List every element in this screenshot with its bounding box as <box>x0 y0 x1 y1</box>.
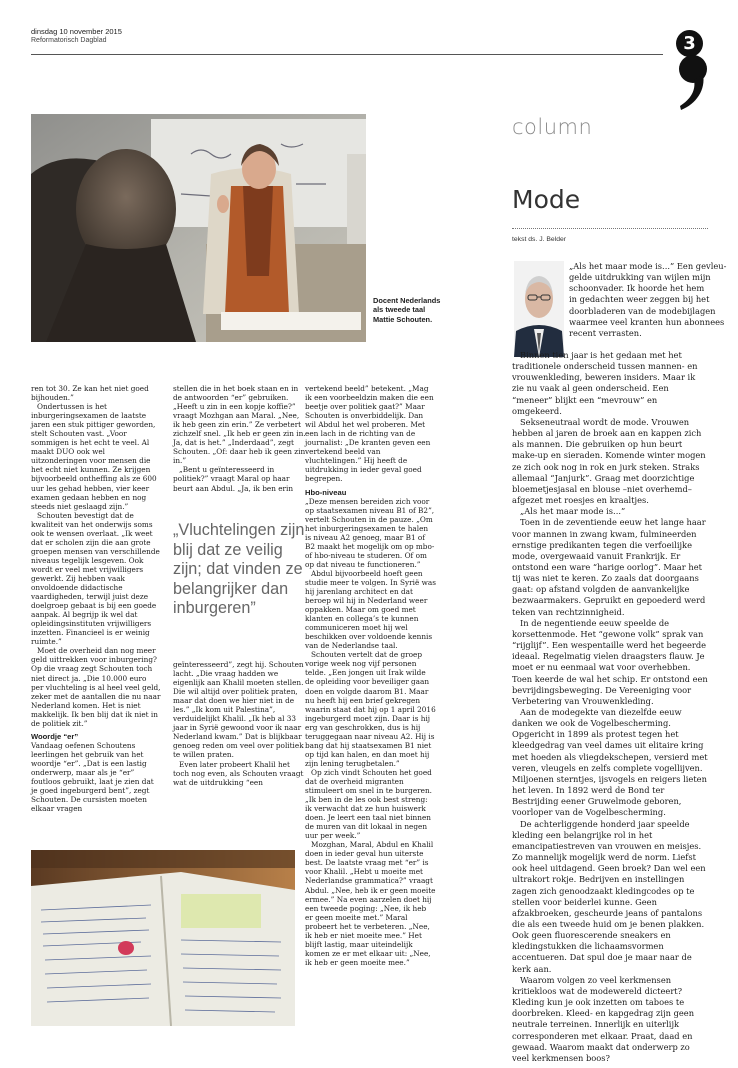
paragraph: Binnen tien jaar is het gedaan met het traditionele onderscheid tussen mannen- en vrouwenkleding, beweren insiders. Maar ik zie nu vaak al geen onderscheid. Een “meneer” blijkt een “mevrouw” en omgekeerd. <box>512 350 698 416</box>
workbook-photo <box>31 850 295 1026</box>
paragraph: ren tot 30. Ze kan het niet goed bijhouden.” <box>31 384 149 403</box>
classroom-photo <box>31 114 366 342</box>
comma-logo-icon <box>676 52 710 112</box>
subheading: Hbo-niveau <box>305 487 347 497</box>
intro-line: recent verrasten. <box>569 327 642 338</box>
paragraph: Ondertussen is het inburgeringsexamen de laatste jaren een stuk pittiger geworden, stelt Schouten vast. „Voor sommigen is het echt te veel. Al maakt DUO ook wel uitzonderingen voor mensen die het echt niet kunnen. Ze krijgen bijvoorbeeld ontheffing als ze 600 uur les gehad hebben, vier keer examen gedaan hebben en nog steeds niet geslaagd zijn.” <box>31 402 157 511</box>
paragraph: „Bent u geïnteresseerd in politiek?” vraagt Maral op haar beurt aan Abdul. „Ja, ik ben erin <box>173 465 294 493</box>
photo-caption: Docent Nederlands als tweede taal Mattie Schouten. <box>373 296 441 324</box>
intro-line: „Als het maar mode is...” Een gevleu- <box>569 261 727 271</box>
paragraph: Even later probeert Khalil het toch nog even, als Schouten vraagt wat de uitdrukking “een <box>173 759 304 787</box>
paragraph: Mozghan, Maral, Abdul en Khalil doen in ieder geval hun uiterste best. De laatste vraag met “er” is voor Khalil. „Hebt u moeite met Nederlandse grammatica?” vraagt Abdul. „Nee, heb ik er geen moeite ermee.” Na even aarzelen doet hij een tweede poging: „Nee, ik heb er geen moeite met.” Maral probeert het te verbeteren. „Nee, ik heb er niet moeite mee.” Het blijft lastig, maar uiteindelijk komen ze er met elkaar uit: „Nee, ik heb er geen moeite mee.” <box>305 840 436 967</box>
intro-line: waarmee veel kranten hun abonnees <box>569 316 725 327</box>
column-intro-wrap <box>569 261 727 339</box>
paragraph: „Deze mensen bereiden zich voor op staatsexamen niveau B1 of B2”, vertelt Schouten in de pauze. „Om het inburgeringsexamen te halen is niveau A2 genoeg, maar B1 of B2 maakt het mogelijk om op mbo- of hbo-niveau te studeren. Of om op dat niveau te functioneren.” <box>305 496 435 569</box>
paragraph: Op zich vindt Schouten het goed dat de overheid migranten stimuleert om snel in te burgeren. „Ik ben in de les ook best streng: ik verwacht dat ze hun huiswerk doen. Je leert een taal niet binnen de muren van dit lokaal in negen uur per week.” <box>305 767 432 841</box>
paragraph: „Als het maar mode is...” <box>520 506 626 517</box>
intro-line: schoonvader. Ik hoorde het hem <box>569 283 705 294</box>
paragraph: Abdul bijvoorbeeld hoeft geen studie meer te volgen. In Syrië was hij jarenlang architect en dat beroep wil hij in Nederland weer oppakken. Maar om goed met klanten en collega’s te kunnen communiceren moet hij wel beschikken over voldoende kennis van de Nederlandse taal. <box>305 568 436 651</box>
masthead-date: dinsdag 10 november 2015 <box>31 27 122 36</box>
column-section-label: column <box>512 115 593 139</box>
paragraph: Waarom volgen zo veel kerkmensen kritiekloos wat de modewereld dicteert? Kleding kun je ook inzetten om taboes te doorbreken. Kleed- en kapgedrag zijn geen neutrale terreinen. Innerlijk en uiterlijk corresponderen met elkaar. Praat, daad en gewaad. Waarom maakt dat onderwerp zo veel kerkmensen boos? <box>512 974 695 1063</box>
paragraph: Moet de overheid dan nog meer geld uittrekken voor inburgering? Op die vraag zegt Schouten toch niet direct ja. „Die 10.000 euro per vluchteling is al heel veel geld, zeker met de aantallen die nu naar Nederland komen. Het is niet makkelijk. Ik ben blij dat ik niet in de politiek zit.” <box>31 646 161 728</box>
pull-quote: „Vluchtelingen zijn blij dat ze veilig zijn; dat vinden ze belangrijker dan inburgeren” <box>173 521 305 618</box>
paragraph: De achterliggende honderd jaar speelde kleding een belangrijke rol in het emancipatiestreven van vrouwen en meisjes. Zo mannelijk mogelijk werd de norm. Liefst ook heel uitdagend. Geen broek? Dan wel een ultrakort rokje. Bedrijven en instellingen zagen zich genoodzaakt kledingcodes op te stellen voor beiderlei kunne. Geen afzakbroeken, gescheurde jeans of pantalons die als een tweede huid om je benen plakken. Ook geen fluorescerende sneakers en kledingstukken die lichaamsvormen accentueren. Dat spul doe je maar naar de kerk aan. <box>512 818 706 974</box>
header-rule <box>31 54 663 55</box>
dotted-rule <box>512 228 708 229</box>
paragraph: Vandaag oefenen Schoutens leerlingen het gebruik van het woordje “er”. „Dat is een lastig onderwerp, maar als je “er” foutloos gebruikt, laat je zien dat je goed ingeburgerd bent”, zegt Schouten. De cursisten moeten elkaar vragen <box>31 740 154 814</box>
article-column-1 <box>31 384 161 813</box>
column-title: Mode <box>512 185 581 214</box>
article-column-3 <box>305 384 436 967</box>
paragraph: vertekend beeld” betekent. „Mag ik een voorbeeldzin maken die een beetje over politiek gaat?” Maar Schouten is onverbiddelijk. Dan wil Abdul het wel proberen. Met een lach in de richting van de journalist: „De kranten geven een vertekend beeld van vluchtelingen.” Hij heeft de uitdrukking in ieder geval goed begrepen. <box>305 384 434 484</box>
intro-line: in gedachten weer zeggen bij het <box>569 294 710 305</box>
paragraph: Aan de modegekte van diezelfde eeuw danken we ook de Vogelbescherming. Opgericht in 1899 als protest tegen het kleedgedrag van veel dames uit elitaire kring met hoeden als vliegdekschepen, versierd met veren, vleugels en zelfs complete vogellijven. Miljoenen sterntjes, ijsvogels en reigers lieten het leven. In 1892 werd de Bond ter Bestrijding eener Gruwelmode geboren, voorloper van de Vogelbescherming. <box>512 707 708 818</box>
masthead-paper-name: Reformatorisch Dagblad <box>31 37 107 44</box>
article-column-2-bottom <box>173 660 307 787</box>
paragraph: Schouten vertelt dat de groep vorige week nog vijf personen telde. „Een jongen uit Irak wilde de opleiding voor beveiliger gaan doen en volgde daarom B1. Maar nu heeft hij een brief gekregen waarin staat dat hij op 1 april 2016 ingeburgerd moet zijn. Daar is hij erg van geschrokken, dus is hij teruggegaan naar niveau A2. Hij is bang dat hij staatsexamen B1 niet op tijd kan halen, en dan moet hij zijn lening terugbetalen.” <box>305 650 436 768</box>
intro-line: doorbladeren van de modebijlagen <box>569 305 716 316</box>
column-body <box>512 350 709 1064</box>
author-portrait <box>514 261 564 357</box>
paragraph: Sekseneutraal wordt de mode. Vrouwen hebben al jaren de broek aan en kappen zich als mannen. Die gebruiken op hun beurt make-up en sieraden. Komende winter mogen ze zich ook nog in rok en jurk steken. Straks allemaal “Janjurk”. Graag met doorzichtige bloemetjesjasal en blouse –niet overhemd– afgezet met roesjes en kraaltjes. <box>512 416 706 506</box>
page-number: 3 <box>676 30 703 57</box>
paragraph: In de negentiende eeuw speelde de korsettenmode. Het “gewone volk” sprak van “rijglijf”. Een wespentaille werd het begeerde ideaal. Regelmatig vielen draagsters flauw. Je moet er nu eenmaal wat voor overhebben. Toen keerde de wal het schip. Er ontstond een bevrijdingsbeweging. De Vereeniging voor Verbetering van Vrouwenkleding. <box>512 617 708 706</box>
paragraph: Toen in de zeventiende eeuw het lange haar voor mannen in zwang kwam, fulmineerden ernstige predikanten tegen die verfoeilijke mode, overgewaaid vanuit Frankrijk. Er ontstond een ware “harige oorlog”. Maar het tij was niet te keren. Zo zaals dat doorgaans gaat: op afstand volgden de aanvankelijke bezwaarmakers. Gepruikt en gepoederd werd teken van rechtzinnigheid. <box>512 517 706 617</box>
paragraph: geïnteresseerd”, zegt hij. Schouten lacht. „Die vraag hadden we eigenlijk aan Khalil moeten stellen. Die wil altijd over politiek praten, maar dat doen we hier niet in de les.” „Ik kom uit Palestina”, verduidelijkt Khalil. „Ik heb al 33 jaar in Syrië gewoond voor ik naar Nederland kwam.” Dat is blijkbaar genoeg reden om veel over politiek te willen praten. <box>173 660 304 760</box>
byline: tekst ds. J. Belder <box>512 236 567 243</box>
intro-line: gelde uitdrukking van wijlen mijn <box>569 272 711 283</box>
subheading: Woordje “er” <box>31 731 79 741</box>
paragraph: Schouten bevestigt dat de kwaliteit van het onderwijs soms ook te wensen overlaat. „Ik weet dat er scholen zijn die aan grote groepen mensen van verschillende niveaus tegelijk lesgeven. Ook wordt er veel met vrijwilligers gewerkt. Zij hebben vaak onvoldoende didactische vaardigheden, terwijl juist deze doelgroep gebaat is bij een goede aanpak. Al begrijp ik wel dat opleidingsinstituten vrijwilligers inzetten. Financieel is er weinig ruimte.” <box>31 510 160 647</box>
paragraph: stellen die in het boek staan en in de antwoorden “er” gebruiken. „Heeft u zin in een kopje koffie?” vraagt Mozhgan aan Maral. „Nee, ik heb geen zin erin.” Ze verbetert zichzelf snel. „Ik heb er geen zin in. Ja, dat is het.” „Inderdaad”, zegt Schouten. „Of: daar heb ik geen zin in.” <box>173 384 306 466</box>
article-column-2-top <box>173 384 307 493</box>
